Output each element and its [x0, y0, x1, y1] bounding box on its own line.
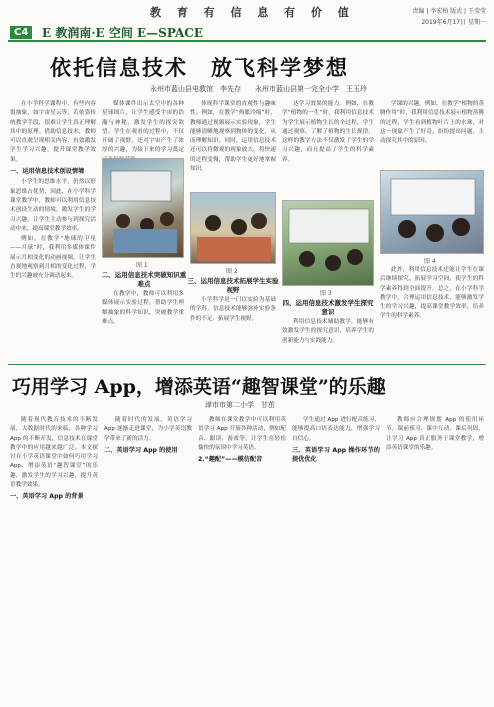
figure-4-label: 图 4 [424, 258, 436, 265]
classroom-photo-4 [380, 170, 484, 254]
paragraph: 体现科学课堂的直观性与趣味性。例如，在教学“热胀冷缩”时，教师通过视频展示实验现象，学生能够清晰地观察到物体的变化，从而理解知识。同时，运用信息技术还可以将微观的现象放大，将快速的过程变慢，帮助学生更好地掌握知识。 [190, 101, 276, 173]
section-heading: 一、英语学习 App 的背景 [10, 493, 84, 501]
editor-credit: 责编 | 李宏柏 版式 | 王莹莹 [412, 8, 486, 15]
paragraph: 小学科学是一门以实验为基础的学科，信息技术能够弥补实验条件的不足，拓展学生视野。 [190, 297, 276, 322]
newspaper-title: 教 育 有 信 息 有 价 值 [150, 6, 355, 19]
paragraph: 例如，在教学“地球的卫星——月球”时，我利用多媒体课件展示月相变化的动画视频，让学生直观地观察到月相的变化过程，学生的兴趣被充分调动起来。 [10, 236, 96, 280]
paragraph: 在小学科学课程中，有些内容很抽象，如宇宙星云等，若依靠传统教学手段，很难让学生真正理解其中的原理。借助信息技术，教师可以直观呈现相关内容，有效激发学生学习兴趣，提升课堂教学效果。 [10, 101, 96, 163]
paragraph: 学生通过 App 进行配音练习，能够提高口语表达能力，增强学习自信心。 [292, 417, 380, 442]
article1-heading-2: 二、运用信息技术突破知识重难点 [101, 271, 187, 288]
paragraph: 在教学中，教师可以利用多媒体展示实验过程，帮助学生理解抽象的科学知识，突破教学重难点。 [102, 291, 184, 325]
article1-col2b [102, 290, 184, 355]
article2-byline: 津市市第二小学 甘茁 [205, 401, 275, 409]
article1-col4 [282, 100, 374, 196]
article2-col4 [292, 416, 380, 702]
article1-col5 [380, 100, 484, 166]
section-heading: 二、英语学习 App 的使用 [104, 446, 178, 454]
article-divider [8, 364, 486, 365]
paragraph: 随着时代的发展，英语学习 App 逐渐走进课堂，为小学英语教学带来了新的活力。 [104, 417, 192, 442]
figure-2-label: 图 2 [226, 268, 238, 275]
section-heading: 2.“趣配”——模仿配音 [198, 456, 263, 464]
page-label: C4 [10, 26, 32, 39]
issue-date: 2019年6月17日 星期一 [421, 19, 486, 26]
classroom-photo-3 [282, 200, 374, 286]
paragraph: 此外，利用信息技术还能让学生在课后继续探究，拓展学习空间，使学生的科学素养得到全面提升。总之，在小学科学教学中，合理运用信息技术，能够激发学生的学习兴趣，提高课堂教学效率，培养学生的科学素养。 [380, 267, 484, 320]
article2-headline: 巧用学习 App，增添英语“趣智课堂”的乐趣 [12, 376, 386, 398]
article1-col2 [102, 100, 184, 154]
article1-col3 [190, 100, 276, 188]
paragraph: 教师在课堂教学中可以利用英语学习 App 开展各种活动，例如配音、跟读、游戏等，让学生在轻松愉快的氛围中学习英语。 [198, 417, 286, 451]
article2-col1 [10, 416, 98, 702]
article-english-app [0, 368, 494, 707]
page-meta [376, 6, 486, 28]
article1-col4b [282, 318, 374, 355]
article-science-tech [0, 46, 494, 361]
classroom-photo-2 [190, 192, 276, 264]
article1-heading-3: 三、运用信息技术拓展学生实验视野 [187, 277, 279, 294]
article2-col3 [198, 416, 286, 702]
article1-headline: 依托信息技术 放飞科学梦想 [50, 55, 349, 80]
section-heading: 三、英语学习 App 操作环节的提优优化 [292, 446, 380, 464]
paragraph: 教师应合理规划 App 的使用环节，课前预习、课中互动、课后巩固，让学习 App 真正服务于课堂教学，增添英语课堂的乐趣。 [386, 417, 484, 451]
paragraph: 利用信息技术辅助教学，能够有效激发学生的探究意识，培养学生的创新能力与实践能力。 [282, 319, 374, 344]
paragraph: 小学生的思维水平，仍然以形象思维占优势，因此，在小学科学课堂教学中，教师可以利用信息技术创设生动的情境，激发学生的学习兴趣，让学生主动参与到探究活动中来，提高课堂教学效率。 [10, 179, 96, 232]
article1-col1 [10, 100, 96, 355]
classroom-photo-1-graphic [103, 159, 185, 259]
classroom-photo-4-graphic [381, 171, 485, 255]
masthead-rule [8, 40, 486, 42]
section-heading: 一、运用信息技术创设情境 [10, 168, 85, 176]
article2-col5 [386, 416, 484, 702]
article1-heading-4: 四、运用信息技术激发学生探究意识 [282, 299, 374, 316]
paragraph: 随着现代教育技术的不断发展，大数据时代的来临，各种学习 App 的不断开发，信息技术在课堂教学中的应用越来越广泛。本文探讨在小学英语课堂中如何巧用学习 App，增添英语“趣智课堂”的乐趣，激发学生的学习兴趣，提升英语教学效果。 [10, 417, 98, 489]
section-title: E 教润南·E 空间 E—SPACE [42, 26, 203, 40]
article1-col3b [190, 296, 276, 355]
article1-col5b [380, 266, 484, 355]
article2-col2 [104, 416, 192, 702]
paragraph: 媒体课件出示太空中的各种星球图片，让学生感受宇宙的浩瀚与神秘，激发学生的探究欲望。学生在观看的过程中，不仅开阔了视野，还对宇宙产生了浓厚的兴趣，为接下来的学习奠定 [102, 101, 184, 154]
masthead [0, 0, 494, 40]
article1-byline: 永州市蓝山县电教馆 李先存 永州市蓝山县第一完全小学 王玉玲 [150, 85, 367, 93]
paragraph: 学课的兴趣。例如，在教学“植物的蒸腾作用”时，我利用信息技术展示植物蒸腾的过程，学生看到植物叶片上的水珠，对这一现象产生了好奇，纷纷提出问题，主动探究其中的原因。 [380, 101, 484, 145]
figure-3-label: 图 3 [320, 290, 332, 297]
classroom-photo-2-graphic [191, 193, 277, 265]
figure-1-label: 图 1 [136, 262, 148, 269]
classroom-photo-3-graphic [283, 201, 375, 287]
classroom-photo-1 [102, 158, 184, 258]
paragraph: 达学习效果的能力。例如，在教学“植物的一生”时，我利用信息技术为学生展示植物生长的全过程，学生通过观察，了解了植物的生长规律，这样的教学方法不仅激发了学生的学习兴趣，而且提高了学生的科学素养。 [282, 101, 374, 163]
